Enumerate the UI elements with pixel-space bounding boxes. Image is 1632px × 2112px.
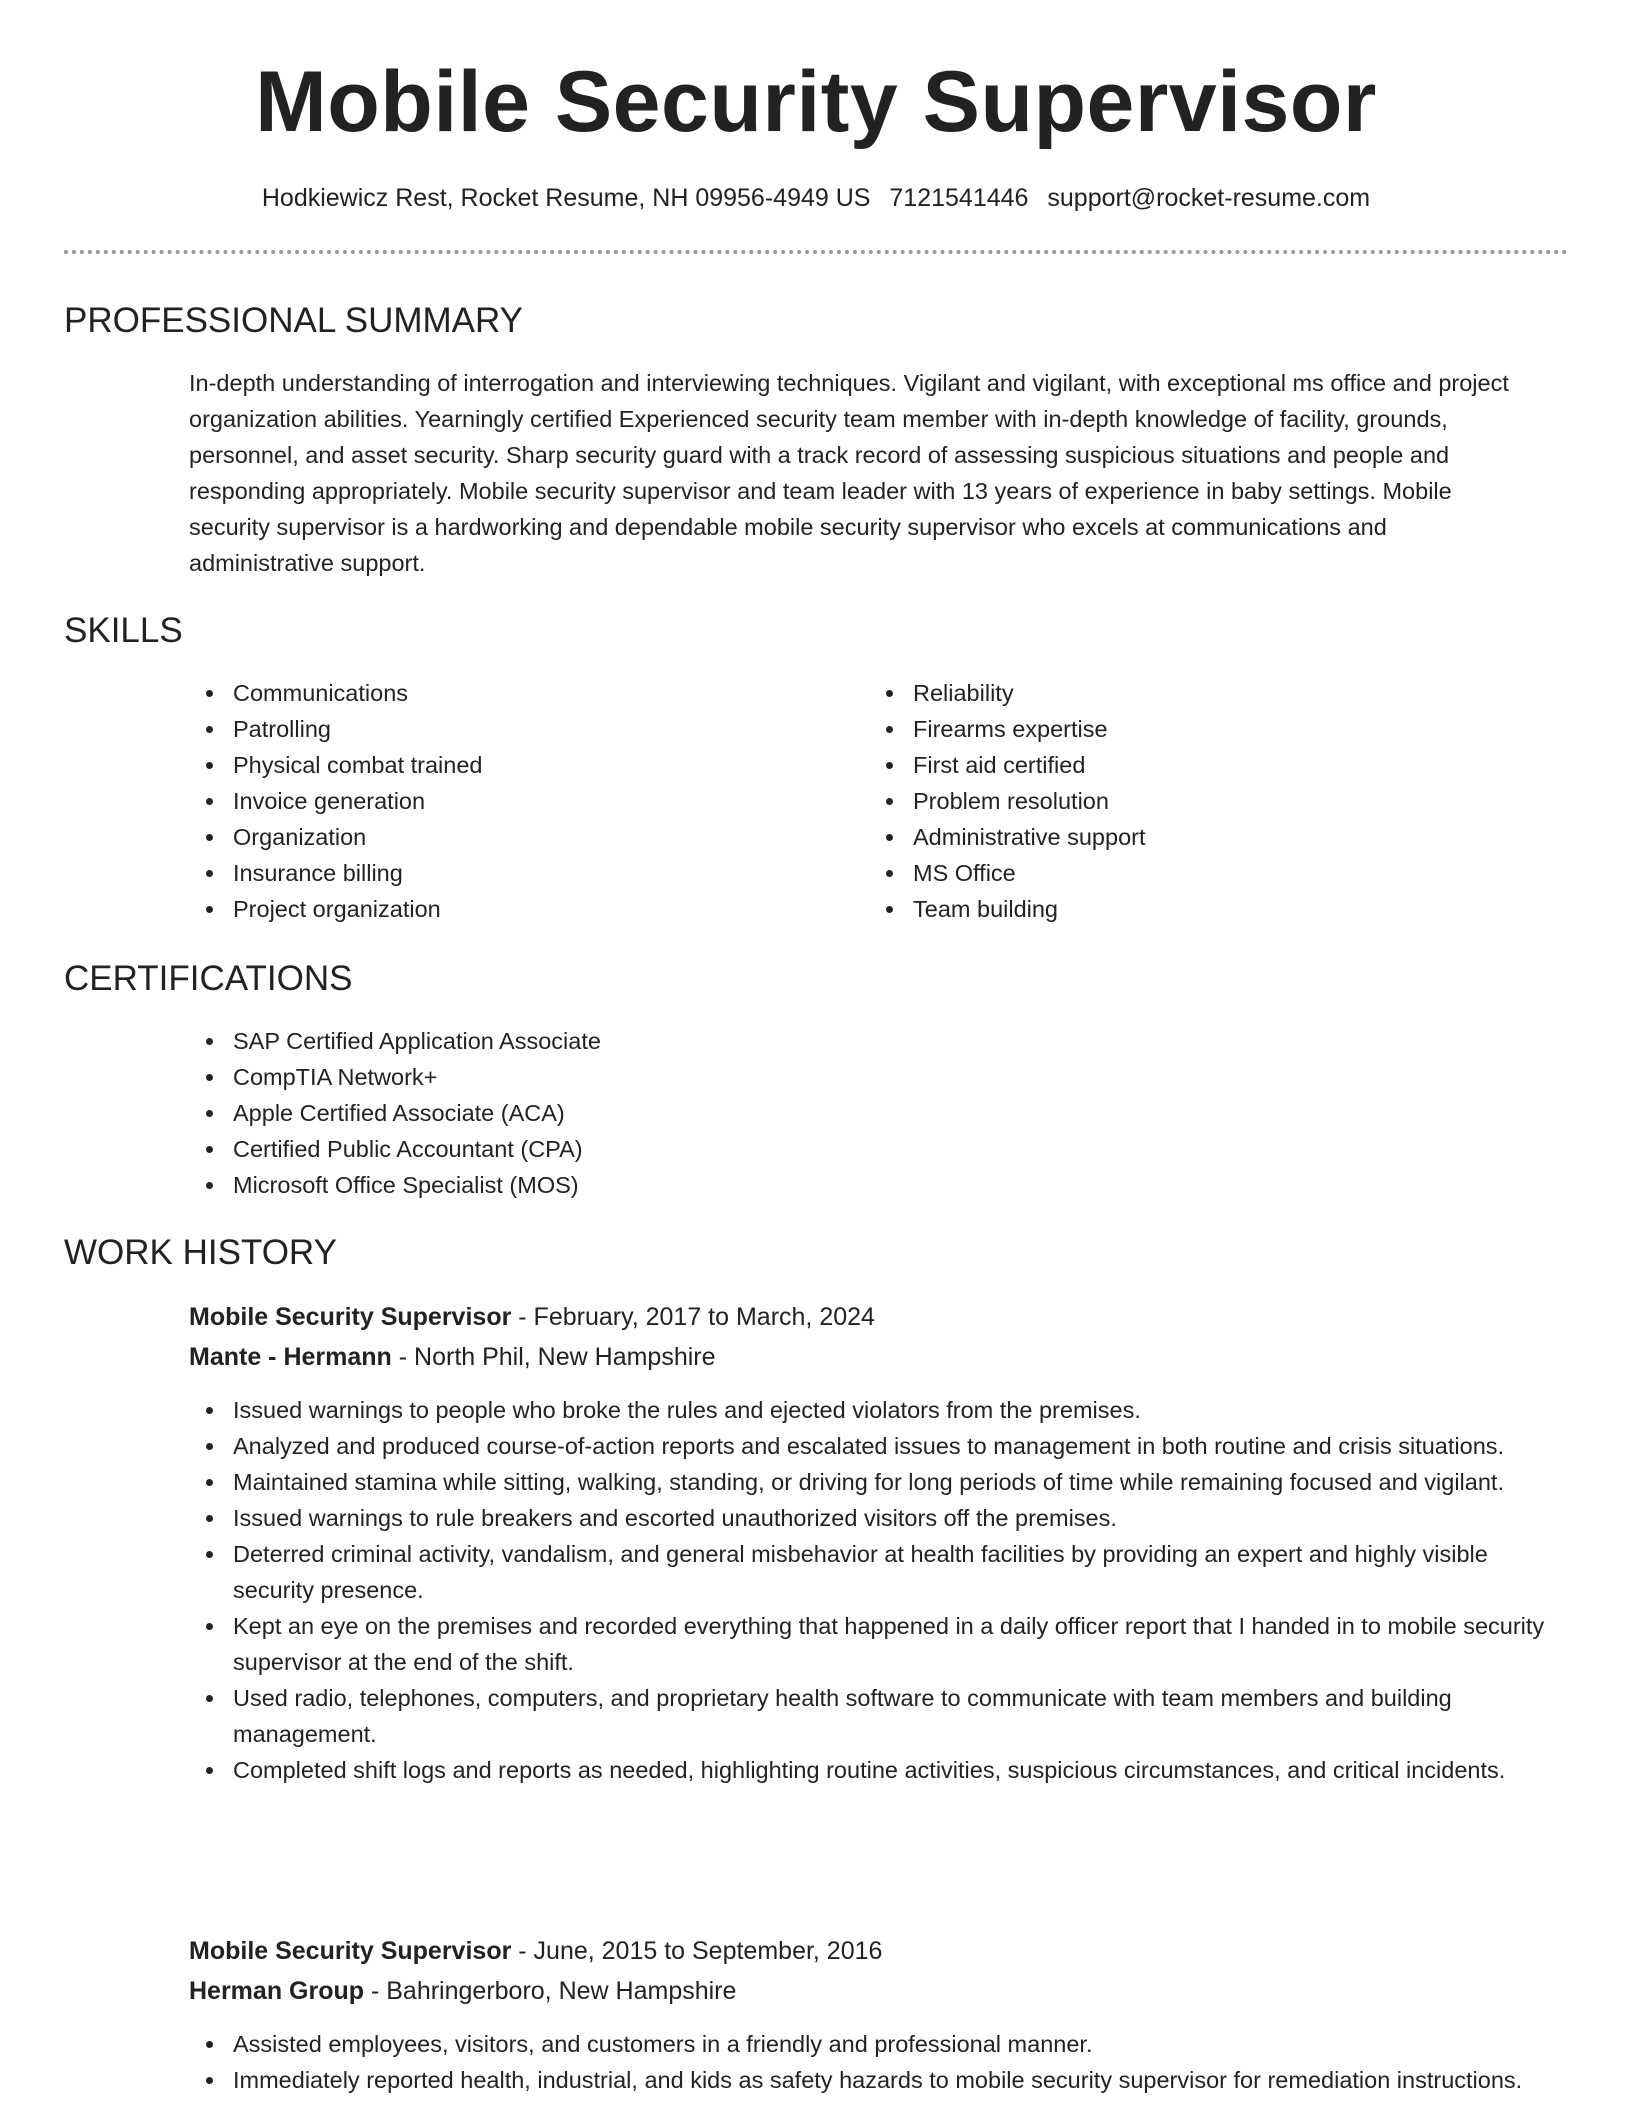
skill-item: Organization bbox=[189, 819, 829, 855]
skill-item: Problem resolution bbox=[869, 783, 1509, 819]
skill-item: First aid certified bbox=[869, 747, 1509, 783]
job-dates: - June, 2015 to September, 2016 bbox=[511, 1937, 883, 1965]
job-company: Herman Group bbox=[189, 1977, 365, 2005]
skills-heading: SKILLS bbox=[64, 611, 183, 650]
job-duties-list bbox=[189, 1392, 1569, 1788]
job-duty-item: Used radio, telephones, computers, and proprietary health software to communicate with team members and building management. bbox=[189, 1680, 1569, 1752]
certification-item: Certified Public Accountant (CPA) bbox=[189, 1131, 1089, 1167]
job-duty-item: Immediately reported health, industrial, and kids as safety hazards to mobile security supervisor for remediation instructions. bbox=[189, 2062, 1569, 2098]
job-location: - North Phil, New Hampshire bbox=[391, 1343, 716, 1371]
certification-item: SAP Certified Application Associate bbox=[189, 1023, 1089, 1059]
skill-item: Communications bbox=[189, 675, 829, 711]
work-history-heading: WORK HISTORY bbox=[64, 1233, 337, 1272]
job-duty-item: Maintained stamina while sitting, walking, standing, or driving for long periods of time while remaining focused and vigilant. bbox=[189, 1464, 1569, 1500]
header-divider bbox=[64, 250, 1568, 254]
certification-item: Apple Certified Associate (ACA) bbox=[189, 1095, 1089, 1131]
skills-list-right bbox=[869, 675, 1509, 927]
job-duty-item: Kept an eye on the premises and recorded everything that happened in a daily officer report that I handed in to mobile security supervisor at the end of the shift. bbox=[189, 1608, 1569, 1680]
job-company: Mante - Hermann bbox=[189, 1343, 392, 1371]
contact-line bbox=[0, 181, 1632, 215]
job-duty-item: Assisted employees, visitors, and customers in a friendly and professional manner. bbox=[189, 2026, 1569, 2062]
skill-item: Invoice generation bbox=[189, 783, 829, 819]
summary-heading: PROFESSIONAL SUMMARY bbox=[64, 301, 523, 340]
skill-item: Physical combat trained bbox=[189, 747, 829, 783]
summary-text: In-depth understanding of interrogation and interviewing techniques. Vigilant and vigilant, with exceptional ms office and project organization abilities. Yearningly certified Experienced security team member with in-depth knowledge of facility, grounds, personnel, and asset security. Sharp security guard with a track record of assessing suspicious situations and people and responding appropriately. Mobile security supervisor and team leader with 13 years of experience in baby settings. Mobile security supervisor is a hardworking and dependable mobile security supervisor who excels at communications and administrative support. bbox=[189, 370, 1509, 576]
job-title: Mobile Security Supervisor bbox=[189, 1303, 512, 1331]
certifications-heading: CERTIFICATIONS bbox=[64, 959, 353, 998]
certifications-list bbox=[189, 1023, 1089, 1203]
candidate-name: Mobile Security Supervisor bbox=[255, 54, 1377, 150]
certification-item: Microsoft Office Specialist (MOS) bbox=[189, 1167, 1089, 1203]
job-duty-item: Analyzed and produced course-of-action reports and escalated issues to management in both routine and crisis situations. bbox=[189, 1428, 1569, 1464]
skill-item: Firearms expertise bbox=[869, 711, 1509, 747]
skill-item: MS Office bbox=[869, 855, 1509, 891]
certification-item: CompTIA Network+ bbox=[189, 1059, 1089, 1095]
skill-item: Team building bbox=[869, 891, 1509, 927]
job-dates: - February, 2017 to March, 2024 bbox=[511, 1303, 875, 1331]
job-title-line bbox=[189, 1300, 875, 1334]
job-title: Mobile Security Supervisor bbox=[189, 1937, 512, 1965]
job-duty-item: Issued warnings to rule breakers and escorted unauthorized visitors off the premises. bbox=[189, 1500, 1569, 1536]
skills-list-left bbox=[189, 675, 829, 927]
skill-item: Administrative support bbox=[869, 819, 1509, 855]
contact-email[interactable]: support@rocket-resume.com bbox=[1047, 184, 1371, 212]
job-company-line bbox=[189, 1340, 716, 1374]
contact-address: Hodkiewicz Rest, Rocket Resume, NH 09956-4949 US bbox=[261, 184, 871, 212]
job-duty-item: Completed shift logs and reports as needed, highlighting routine activities, suspicious circumstances, and critical incidents. bbox=[189, 1752, 1569, 1788]
job-duty-item: Issued warnings to people who broke the rules and ejected violators from the premises. bbox=[189, 1392, 1569, 1428]
skill-item: Patrolling bbox=[189, 711, 829, 747]
skill-item: Insurance billing bbox=[189, 855, 829, 891]
job-duty-item: Deterred criminal activity, vandalism, and general misbehavior at health facilities by providing an expert and highly visible security presence. bbox=[189, 1536, 1569, 1608]
job-title-line bbox=[189, 1934, 882, 1968]
skill-item: Reliability bbox=[869, 675, 1509, 711]
contact-phone: 7121541446 bbox=[889, 184, 1029, 212]
job-duties-list bbox=[189, 2026, 1569, 2098]
skill-item: Project organization bbox=[189, 891, 829, 927]
job-company-line bbox=[189, 1974, 736, 2008]
job-location: - Bahringerboro, New Hampshire bbox=[364, 1977, 737, 2005]
